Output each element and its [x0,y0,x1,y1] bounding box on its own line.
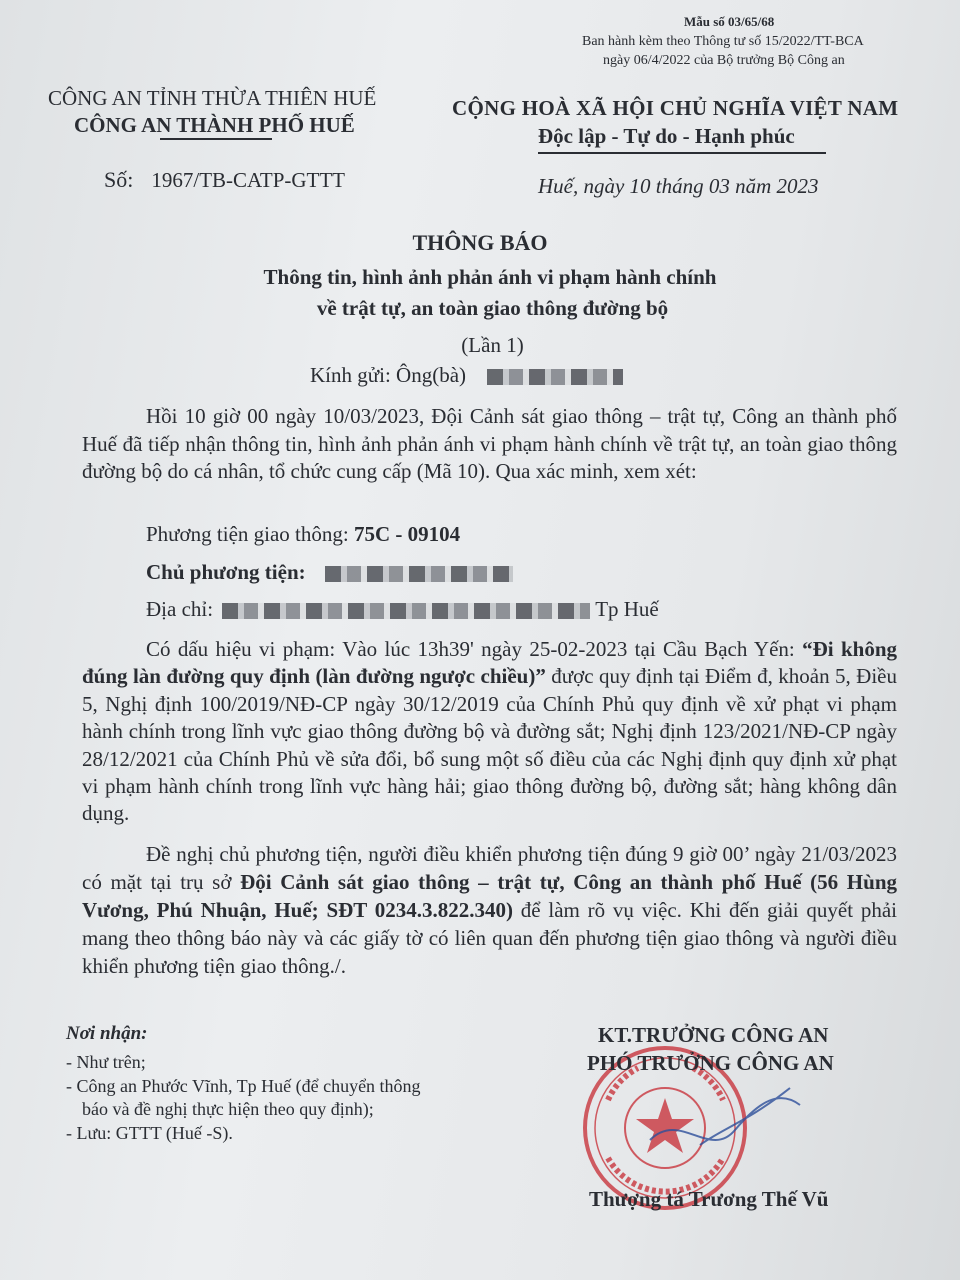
address-city: Tp Huế [595,597,659,621]
recipient-item: báo và đề nghị thực hiện theo quy định); [82,1099,374,1119]
signer-name: Thượng tá Trương Thế Vũ [589,1187,829,1211]
request-place: Đội Cảnh sát giao thông – trật tự, Công an thành phố Huế (56 Hùng Vương, Phú Nhuận, Huế; SĐT 0234.3.822.340) [82,870,898,922]
org-name: CÔNG AN THÀNH PHỐ HUẾ [74,113,355,137]
doc-number-value: 1967/TB-CATP-GTTT [151,168,346,192]
signature-title-2: PHÓ TRƯỞNG CÔNG AN [587,1051,834,1075]
violation-legal-basis: được quy định tại Điểm đ, khoản 5, Điều 5, Nghị định 100/2019/NĐ-CP ngày 30/12/2019 của Chính Phủ quy định về xử phạt vi phạm hành chính trong lĩnh vực giao thông đường bộ và đường sắt; Nghị định 123/2021/NĐ-CP ngày 28/12/2021 của Chính Phủ về sửa đổi, bổ sung một số điều của các Nghị định quy định xử phạt vi phạm hành chính trong lĩnh vực hàng hải; giao thông đường bộ, đường sắt; hàng không dân dụng. [82,664,898,826]
redacted-address [222,603,590,619]
document-subtitle-2: về trật tự, an toàn giao thông đường bộ [316,296,669,320]
recipient-item: - Lưu: GTTT (Huế -S). [66,1123,233,1143]
owner-label: Chủ phương tiện: [146,560,306,584]
recipient-label: Kính gửi: Ông(bà) [310,363,467,387]
motto: Độc lập - Tự do - Hạnh phúc [538,124,795,148]
violation-offense: “Đi không đúng làn đường quy định (làn đường ngược chiều)” [82,637,897,689]
recipients-title: Nơi nhận: [66,1023,148,1044]
redacted-owner [325,566,513,582]
vehicle-plate: 75C - 09104 [353,522,461,546]
vehicle-line [146,522,460,547]
address-label: Địa chỉ: [146,597,214,621]
document-subtitle-1: Thông tin, hình ảnh phản ánh vi phạm hành chính [263,265,717,289]
recipient-item: - Công an Phước Vĩnh, Tp Huế (để chuyển thông [66,1076,421,1096]
vehicle-label: Phương tiện giao thông: [146,522,349,546]
request-tail: để làm rõ vụ việc. Khi đến giải quyết phải mang theo thông báo này và các giấy tờ có liên quan đến phương tiện giao thông và người điều khiển phương tiện giao thông./. [82,898,897,978]
recipient-line [310,363,623,388]
request-lead: Đề nghị chủ phương tiện, người điều khiển phương tiện đúng 9 giờ 00’ ngày 21/03/2023 có mặt tại trụ sở [82,842,897,894]
org-underline [160,138,272,140]
nation-title: CỘNG HOÀ XÃ HỘI CHỦ NGHĨA VIỆT NAM [452,96,899,120]
doc-number-label: Số: [104,167,134,192]
owner-line [146,560,513,585]
violation-lead: Có dấu hiệu vi phạm: Vào lúc 13h39' ngày 25-02-2023 tại Cầu Bạch Yến: [146,637,795,661]
recipient-item: - Như trên; [66,1052,146,1072]
notice-iteration: (Lần 1) [461,333,524,357]
form-issued-line-2: ngày 06/4/2022 của Bộ trưởng Bộ Công an [603,53,845,68]
motto-underline [538,152,826,154]
handwritten-signature [640,1070,810,1170]
document-date: Huế, ngày 10 tháng 03 năm 2023 [538,174,819,198]
signature-title-1: KT.TRƯỞNG CÔNG AN [598,1023,829,1047]
address-line [146,597,659,622]
org-parent: CÔNG AN TỈNH THỪA THIÊN HUẾ [48,86,377,110]
document-number [104,167,345,193]
intro-paragraph: Hồi 10 giờ 00 ngày 10/03/2023, Đội Cảnh sát giao thông – trật tự, Công an thành phố Huế đã tiếp nhận thông tin, hình ảnh phản ánh vi phạm hành chính về trật tự, an toàn giao thông đường bộ do cá nhân, tổ chức cung cấp (Mã 10). Qua xác minh, xem xét: [82,404,897,483]
form-number: Mẫu số 03/65/68 [684,14,775,29]
violation-paragraph [82,636,897,828]
document-title: THÔNG BÁO [412,230,548,255]
form-issued-line-1: Ban hành kèm theo Thông tư số 15/2022/TT-BCA [582,34,864,49]
request-paragraph [82,840,897,980]
redacted-name [487,369,623,385]
